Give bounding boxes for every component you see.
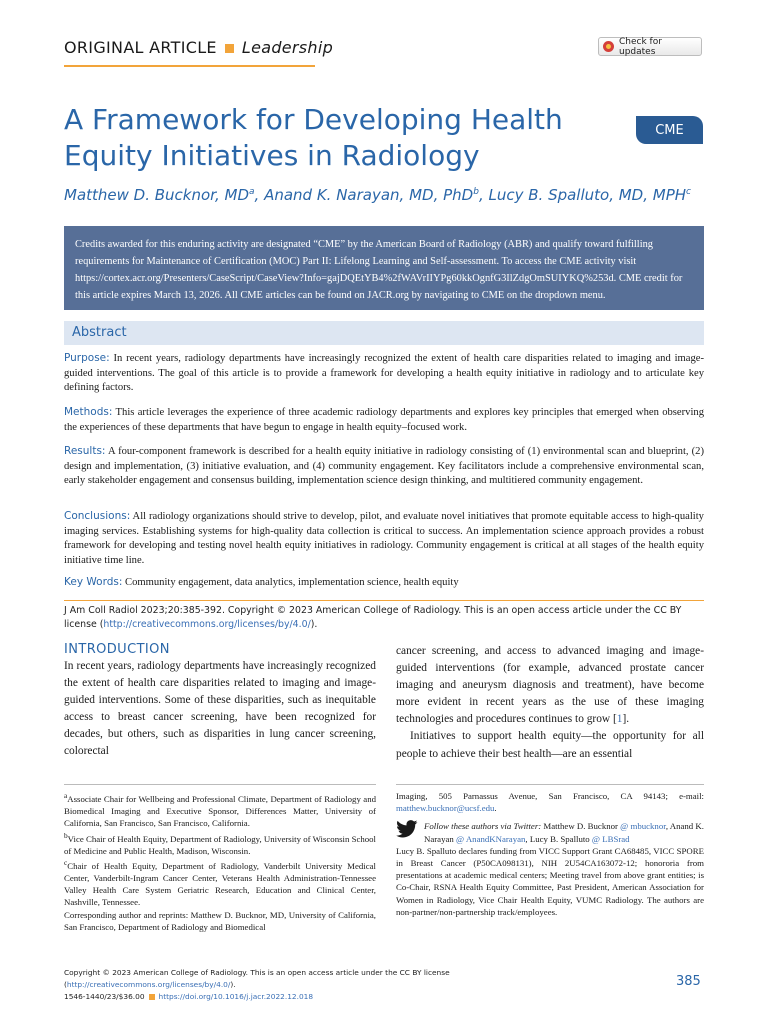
section-name: ORIGINAL ARTICLE [64, 38, 217, 57]
check-for-updates-button[interactable] [598, 37, 702, 56]
twitter-author-name: Matthew D. Bucknor [543, 821, 618, 832]
abstract-keywords [64, 575, 704, 591]
abstract-heading: Abstract [64, 321, 704, 345]
twitter-block [396, 820, 704, 844]
footnote-text: Vice Chair of Health Equity, Department of Radiology, University of Wisconsin School of Medicine and Public Health, Madison, Wisconsin. [64, 833, 377, 856]
author-name: Lucy B. Spalluto, MD, MPH [488, 186, 687, 204]
footnote-text: Associate Chair for Wellbeing and Professional Climate, Department of Radiology and Biomedical Imaging and Executive Sponsor, Differences Matter, University of California, San Francisco, San Francisco, California. [64, 793, 376, 829]
section-label [64, 38, 333, 57]
footnotes-right [396, 790, 704, 918]
square-bullet-icon [225, 44, 234, 53]
intro-paragraph: Initiatives to support health equity—the opportunity for all people to achieve their best health—are an essential [396, 730, 704, 760]
introduction-heading: INTRODUCTION [64, 642, 170, 657]
abstract-text: A four-component framework is described for a health equity initiative in radiology consisting of (1) environmental scan and blueprint, (2) design and implementation, (3) initiative evaluation, and (4) community engagement. Key facilitators include a comprehensive environmental scan, early stakeholder engagement and consensus building, implementation science design thinking, and multitiered community engagement. [64, 446, 704, 487]
intro-right-column [396, 643, 704, 763]
abstract-conclusions [64, 509, 704, 569]
section-category: Leadership [241, 38, 334, 57]
citation-text: J Am Coll Radiol 2023;20:385-392. Copyright © 2023 American College of Radiology. This is an open access article under the CC BY license ( [64, 605, 682, 630]
cme-badge[interactable]: CME [636, 116, 703, 144]
twitter-icon [396, 820, 418, 838]
author-list: Matthew D. Bucknor, $MD^a$, Anand K. Narayan, MD, PhD$^b$, Lucy B. Spalluto, MD, MPH$^c$ [64, 186, 691, 204]
footnotes-left [64, 790, 376, 933]
author-affiliation-mark: a [249, 187, 255, 197]
paragraph-text: cancer screening, and access to advanced imaging and image-guided interventions (for example, advanced prostate cancer imaging and aneurysm diagnosis and treatment), have become more evident in recent years as the use of these imaging technologies and procedures continues to grow [ [396, 645, 704, 726]
reference-link[interactable]: 1 [616, 713, 623, 726]
corresponding-author: Corresponding author and reprints: Matthew D. Bucknor, MD, University of California, San Francisco, Department of Radiology and Biomedical [64, 909, 376, 932]
footer-copyright-text: Copyright © 2023 American College of Radiology. This is an open access article under the CC BY license ( [64, 968, 450, 989]
twitter-handle-link[interactable]: @ LBSrad [591, 833, 630, 844]
footer-license-link[interactable]: http://creativecommons.org/licenses/by/4.0/ [66, 980, 231, 989]
abstract-label: Conclusions: [64, 510, 131, 522]
citation-end: ). [310, 619, 318, 630]
footnote-text: Chair of Health Equity, Department of Radiology, Vanderbilt University Medical Center, Vanderbilt-Ingram Cancer Center, Veterans Health Administration-Tennessee Valley Health Care System Geriatric Research, Education and Clinical Center, Nashville, Tennessee. [64, 860, 376, 908]
article-title: A Framework for Developing Health Equity Initiatives in Radiology [64, 103, 563, 172]
abstract-results [64, 444, 704, 489]
author-name: Anand K. Narayan, MD, PhD [264, 186, 474, 204]
author-affiliation-mark: b [473, 187, 479, 197]
footnote-a: $^a$Associate Chair for Wellbeing and Professional Climate, Department of Radiology and Biomedical Imaging and Executive Sponsor, Differences Matter, University of California, San Francisco, San Francisco, California. [64, 791, 376, 829]
citation-line [64, 604, 704, 632]
issn-text: 1546-1440/23/$36.00 [64, 992, 145, 1001]
abstract-label: Key Words: [64, 576, 123, 588]
author-name: Matthew D. Bucknor, MD [64, 186, 249, 204]
abstract-text: This article leverages the experience of three academic radiology departments and explores key principles that emerged when observing the experiences of these departments that have begun to engage in health equity–focused work. [64, 407, 704, 433]
crossmark-icon [603, 41, 614, 52]
twitter-handle-link[interactable]: @ AnandKNarayan [456, 833, 526, 844]
abstract-text: Community engagement, data analytics, implementation science, health equity [125, 577, 459, 588]
abstract-label: Methods: [64, 406, 113, 418]
footnote-rule [396, 784, 704, 785]
abstract-text: In recent years, radiology departments have increasingly recognized the extent of health care disparities related to imaging and image-guided interventions. The goal of this article is to provide a framework for developing a health equity initiative in radiology and to articulate key defining factors. [64, 353, 704, 394]
cme-info-box: Credits awarded for this enduring activity are designated “CME” by the American Board of Radiology (ABR) and qualify toward fulfilling requirements for Maintenance of Certification (MOC) Part II: Lifelong Learning and Self-assessment. To access the CME activity visit https://cortex.acr.org/Presenters/CaseScript/CaseView?Info=gajDQEtYB4%2fWAVrIIYPg60kkOgnfG3IlZdgOmSUIYKQ%253d. CME credit for this article expires March 13, 2026. All CME articles can be found on JACR.org by navigating to CME on the dropdown menu. [64, 226, 704, 310]
author-affiliation-mark: c [686, 187, 691, 197]
footnote-b: $^b$Vice Chair of Health Equity, Department of Radiology, University of Wisconsin School of Medicine and Public Health, Madison, Wisconsin. [64, 830, 377, 856]
header-rule [64, 65, 315, 67]
abstract-methods [64, 405, 704, 435]
square-bullet-icon [149, 994, 155, 1000]
disclosure-statement: Lucy B. Spalluto declares funding from VICC Support Grant CA68485, VICC SPORE in Breast Cancer (P50CA098131), NIH 2U54CA163072-12; honororia from presentations at academic medical centers; Meeting travel from above grant entities; is Co-Chair, RSNA Health Equity Committee, Past President, American Association for Women in Radiology, Vice Chair Health Equity, VUMC Radiology. The authors are non-partner/non-partnership track/employees. [396, 845, 704, 917]
paragraph-end: ]. [622, 713, 630, 726]
email-link[interactable]: matthew.bucknor@ucsf.edu [396, 803, 495, 814]
address-text: Imaging, 505 Parnassus Avenue, San Francisco, CA 94143; e-mail: [396, 791, 704, 801]
abstract-label: Results: [64, 445, 106, 457]
footer-copyright-end: ). [230, 980, 236, 989]
intro-paragraph [396, 643, 704, 728]
address-continuation: Imaging, 505 Parnassus Avenue, San Francisco, CA 94143; e-mail: matthew.bucknor@ucsf.edu. [396, 791, 704, 814]
footnote-rule [64, 784, 376, 785]
intro-left-column: In recent years, radiology departments have increasingly recognized the extent of health care disparities related to imaging and image-guided interventions. Some of these disparities, such as inequitable access to breast cancer screening, have been recognized for decades, but others, such as disparities in lung cancer screening, colorectal [64, 660, 376, 758]
doi-link[interactable]: https://doi.org/10.1016/j.jacr.2022.12.018 [158, 992, 314, 1001]
check-for-updates-label: Check for updates [619, 36, 662, 57]
twitter-author-name: Lucy B. Spalluto [529, 833, 590, 844]
page-footer [64, 967, 584, 1003]
twitter-handle-link[interactable]: @ mbucknor [620, 821, 666, 832]
twitter-intro: Follow these authors via Twitter: [424, 821, 542, 832]
page-number: 385 [676, 974, 701, 989]
abstract-purpose [64, 351, 704, 396]
footnote-c: $^c$Chair of Health Equity, Department of Radiology, Vanderbilt University Medical Center, Vanderbilt-Ingram Cancer Center, Veterans Health Administration-Tennessee Valley Health Care System Geriatric Research, Education and Clinical Center, Nashville, Tennessee. [64, 857, 376, 908]
license-link[interactable]: http://creativecommons.org/licenses/by/4.0/ [103, 619, 311, 630]
twitter-author-name: Anand K. Narayan [424, 821, 704, 844]
abstract-label: Purpose: [64, 352, 110, 364]
abstract-text: All radiology organizations should strive to develop, pilot, and evaluate novel initiatives that promote equitable access to high-quality imaging services. Establishing systems for high-quality data collection is critical to success. An implementation science approach provides a robust framework for developing and testing novel health equity initiatives in radiology. Community engagement is critical at all stages of the health equity initiative time line. [64, 511, 704, 567]
twitter-authors: Follow these authors via Twitter: Matthew D. Bucknor @ mbucknor, Anand K. Narayan @ AnandKNarayan, Lucy B. Spalluto @ LBSrad [424, 821, 704, 844]
footer-ids [64, 991, 584, 1003]
citation-rule [64, 600, 704, 601]
footer-copyright [64, 967, 584, 991]
